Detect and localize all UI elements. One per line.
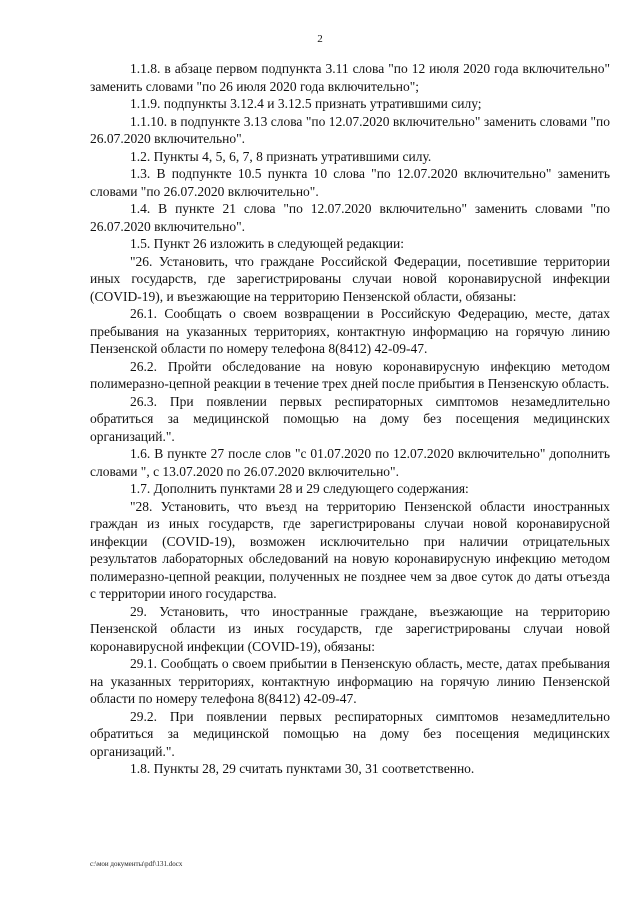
paragraph-1-5: 1.5. Пункт 26 изложить в следующей редакции: xyxy=(130,236,404,251)
paragraph-1-2: 1.2. Пункты 4, 5, 6, 7, 8 признать утратившими силу. xyxy=(130,148,432,164)
paragraph-1-1-9: 1.1.9. подпункты 3.12.4 и 3.12.5 признать утратившими силу; xyxy=(130,96,482,111)
paragraph-1-1-10: 1.1.10. в подпункте 3.13 слова "по 12.07.2020 включительно" заменить словами "по 26.07.2020 включительно". xyxy=(90,113,610,146)
paragraph-26-2: 26.2. Пройти обследование на новую коронавирусную инфекцию методом полимеразно-цепной реакции в течение трех дней после прибытия в Пензенскую область. xyxy=(90,358,610,391)
paragraph-26-1: 26.1. Сообщать о своем возвращении в Российскую Федерацию, месте, датах пребывания на указанных территориях, контактную информацию на горячую линию Пензенской области по номеру телефона 8(8412) 42-09-47. xyxy=(90,306,610,356)
paragraph-28: "28. Установить, что въезд на территорию Пензенской области иностранных граждан из иных государств, где зарегистрированы случаи новой коронавирусной инфекции (COVID-19), возможен исключительно при наличии отрицательных результатов лабораторных обследований на новую коронавирусную инфекцию методом полимеразно-цепной реакции, полученных не позднее чем за двое суток до даты отъезда с территории иного государства. xyxy=(90,498,610,601)
page-number: 2 xyxy=(317,33,323,45)
paragraph-29-2: 29.2. При появлении первых респираторных симптомов незамедлительно обратиться за медицинской помощью на дому без посещения медицинских организаций.". xyxy=(90,708,610,759)
paragraph-26: "26. Установить, что граждане Российской Федерации, посетившие территории иных государств, где зарегистрированы случаи новой коронавирусной инфекции (COVID-19), и въезжающие на территорию Пензенской области, обязаны: xyxy=(90,253,610,304)
paragraph-29-1: 29.1. Сообщать о своем прибытии в Пензенскую область, месте, датах пребывания на указанных территориях, контактную информацию на горячую линию Пензенской области по номеру телефона 8(8412) 42-09-47. xyxy=(90,656,610,706)
footer-file-path: c:\мои документы\pdf\131.docx xyxy=(90,860,183,868)
paragraph-1-3: 1.3. В подпункте 10.5 пункта 10 слова "по 12.07.2020 включительно" заменить словами "по 26.07.2020 включительно". xyxy=(90,166,610,199)
document-body xyxy=(90,60,610,778)
paragraph-26-3: 26.3. При появлении первых респираторных симптомов незамедлительно обратиться за медицинской помощью на дому без посещения медицинских организаций.". xyxy=(90,393,610,444)
paragraph-1-1-8: 1.1.8. в абзаце первом подпункта 3.11 слова "по 12 июля 2020 года включительно" заменить словами "по 26 июля 2020 года включительно"; xyxy=(90,61,610,94)
paragraph-1-4: 1.4. В пункте 21 слова "по 12.07.2020 включительно" заменить словами "по 26.07.2020 включительно". xyxy=(90,201,610,234)
paragraph-29: 29. Установить, что иностранные граждане, въезжающие на территорию Пензенской области из иных государств, где зарегистрированы случаи новой коронавирусной инфекции (COVID-19), обязаны: xyxy=(90,603,610,654)
paragraph-1-7: 1.7. Дополнить пунктами 28 и 29 следующего содержания: xyxy=(130,481,469,496)
paragraph-1-6: 1.6. В пункте 27 после слов "с 01.07.2020 по 12.07.2020 включительно" дополнить словами ", с 13.07.2020 по 26.07.2020 включительно". xyxy=(90,446,610,479)
paragraph-1-8: 1.8. Пункты 28, 29 считать пунктами 30, 31 соответственно. xyxy=(130,761,475,776)
